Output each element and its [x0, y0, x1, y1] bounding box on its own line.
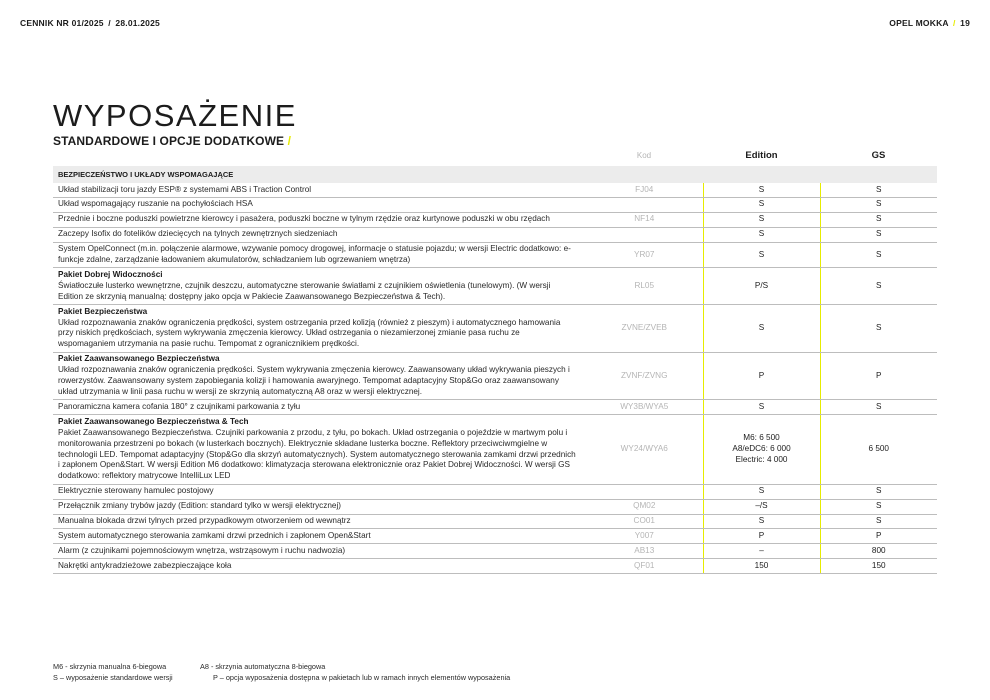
equipment-description — [53, 268, 586, 305]
edition-value: S — [703, 242, 820, 268]
gs-value: S — [820, 514, 937, 529]
table-row — [53, 242, 937, 268]
package-title: Pakiet Dobrej Widoczności — [58, 269, 163, 279]
table-row — [53, 197, 937, 212]
table-row — [53, 514, 937, 529]
equipment-description — [53, 415, 586, 484]
gs-value: S — [820, 400, 937, 415]
edition-value: S — [703, 227, 820, 242]
gs-value: 800 — [820, 544, 937, 559]
gs-value: P — [820, 529, 937, 544]
description-text: Przednie i boczne poduszki powietrzne kierowcy i pasażera, poduszki boczne w tylnym rzędzie oraz kurtynowe poduszki w obu rzędach — [58, 214, 550, 224]
equipment-description — [53, 197, 586, 212]
edition-value: 150 — [703, 559, 820, 574]
gs-value: S — [820, 227, 937, 242]
section-header — [53, 166, 937, 183]
package-title: Pakiet Zaawansowanego Bezpieczeństwa & Tech — [58, 416, 249, 426]
header-accent-separator: / — [953, 18, 956, 28]
description-text: Przełącznik zmiany trybów jazdy (Edition: standard tylko w wersji elektrycznej) — [58, 501, 342, 511]
description-text: Układ wspomagający ruszanie na pochyłościach HSA — [58, 199, 253, 209]
column-header-edition: Edition — [745, 150, 778, 161]
page-title: WYPOSAŻENIE — [53, 98, 297, 133]
edition-value: P — [703, 529, 820, 544]
option-code: QM02 — [586, 499, 703, 514]
table-row — [53, 559, 937, 574]
price-list-date: 28.01.2025 — [115, 18, 160, 28]
description-text: Nakrętki antykradzieżowe zabezpieczające koła — [58, 560, 232, 570]
option-code: RL05 — [586, 268, 703, 305]
column-header-kod: Kod — [636, 151, 652, 160]
description-text: Zaczepy Isofix do fotelików dziecięcych na tylnych zewnętrznych siedzeniach — [58, 229, 338, 239]
table-row — [53, 212, 937, 227]
option-code: WY24/WYA6 — [586, 415, 703, 484]
footnote-package: P – opcja wyposażenia dostępna w pakietach lub w ramach innych elementów wyposażenia — [213, 673, 511, 682]
footnote-standard: S – wyposażenie standardowe wersji — [53, 673, 173, 682]
description-text: Układ rozpoznawania znaków ograniczenia prędkości. System wykrywania zmęczenia kierowcy. Zaawansowany układ wykrywania pieszych i rowerzystów. Zaawansowany system zapobiegania kolizji i hamowania awaryjnego. Tempomat adaptacyjny Stop&Go oraz zaawansowany układ utrzymania w linii pasa ruchu w wersji ze skrzynią automatyczną A8 oraz w wersji elektrycznej. — [58, 365, 570, 396]
edition-value: S — [703, 400, 820, 415]
option-code — [586, 484, 703, 499]
table-row — [53, 305, 937, 353]
equipment-table — [53, 183, 937, 574]
price-list-number: CENNIK NR 01/2025 — [20, 18, 104, 28]
model-page-header — [889, 18, 970, 28]
footnote-m6: M6 - skrzynia manualna 6-biegowa — [53, 662, 167, 671]
gs-value: S — [820, 242, 937, 268]
gs-value: 6 500 — [820, 415, 937, 484]
gs-value: S — [820, 197, 937, 212]
equipment-description — [53, 544, 586, 559]
gs-value: S — [820, 305, 937, 353]
edition-value: S — [703, 183, 820, 197]
edition-value: –/S — [703, 499, 820, 514]
equipment-description — [53, 352, 586, 400]
equipment-description — [53, 559, 586, 574]
option-code — [586, 197, 703, 212]
gs-value: 150 — [820, 559, 937, 574]
description-text: Pakiet Zaawansowanego Bezpieczeństwa. Czujniki parkowania z przodu, z tyłu, po bokach. Układ ostrzegania o pojeździe w martwym polu i monitorowania przestrzeni po bokach (w lusterkach bocznych). Elektrycznie składane lusterka boczne. Reflektory przeciwciwmgielne w technologii LED. Tempomat adaptacyjny (Stop&Go dla skrzyń automatycznych). System automatycznego sterowania zamkami drzwi przednich i zapłonem Open&Start. W wersji Edition M6 dodatkowo: klimatyzacja sterowana elektronicznie oraz Pakiet Dobrej Widoczności. W wersji GS dodatkowo: reflektory matrycowe IntelliLux LED — [58, 427, 576, 481]
option-code: QF01 — [586, 559, 703, 574]
option-code: FJ04 — [586, 183, 703, 197]
option-code: YR07 — [586, 242, 703, 268]
gs-value: S — [820, 212, 937, 227]
option-code: CO01 — [586, 514, 703, 529]
table-row — [53, 400, 937, 415]
equipment-description — [53, 212, 586, 227]
edition-value: S — [703, 305, 820, 353]
option-code: NF14 — [586, 212, 703, 227]
option-code: Y007 — [586, 529, 703, 544]
option-code: ZVNE/ZVEB — [586, 305, 703, 353]
edition-value: S — [703, 514, 820, 529]
subtitle-accent-mark: / — [287, 134, 291, 148]
description-text: System OpelConnect (m.in. połączenie alarmowe, wzywanie pomocy drogowej, informacje o statusie pojazdu; w wersji Electric dodatkowo: e-funkcje zdalne, zarządzanie ładowaniem akumulatorów, schładzaniem lub ogrzewaniem wnętrza) — [58, 244, 571, 265]
table-row — [53, 529, 937, 544]
table-row — [53, 415, 937, 484]
footnote-a8: A8 - skrzynia automatyczna 8-biegowa — [200, 662, 326, 671]
package-title: Pakiet Bezpieczeństwa — [58, 306, 148, 316]
equipment-description — [53, 305, 586, 353]
equipment-description — [53, 242, 586, 268]
gs-value: S — [820, 183, 937, 197]
edition-value: P — [703, 352, 820, 400]
equipment-description — [53, 514, 586, 529]
page-number: 19 — [960, 18, 970, 28]
price-list-header — [20, 18, 160, 28]
equipment-description — [53, 227, 586, 242]
equipment-description — [53, 499, 586, 514]
edition-value: S — [703, 484, 820, 499]
description-text: Manualna blokada drzwi tylnych przed przypadkowym otworzeniem od wewnątrz — [58, 516, 351, 526]
description-text: Elektrycznie sterowany hamulec postojowy — [58, 486, 214, 496]
table-row — [53, 227, 937, 242]
table-row — [53, 268, 937, 305]
edition-value: – — [703, 544, 820, 559]
table-row — [53, 352, 937, 400]
equipment-description — [53, 529, 586, 544]
description-text: Światłoczułe lusterko wewnętrzne, czujnik deszczu, automatyczne sterowanie światłami z czujnikiem oświetlenia (tunelowym). (W wersji Edition ze skrzynią manualną: dostępny jako opcja w Pakiecie Zaawansowanego Bezpieczeństwa & Tech). — [58, 280, 551, 301]
edition-value: S — [703, 212, 820, 227]
description-text: Panoramiczna kamera cofania 180° z czujnikami parkowania z tyłu — [58, 401, 301, 411]
option-code: WY3B/WYA5 — [586, 400, 703, 415]
description-text: Alarm (z czujnikami pojemnościowym wnętrza, wstrząsowym i ruchu nadwozia) — [58, 545, 346, 555]
page-subtitle — [53, 134, 291, 148]
table-row — [53, 484, 937, 499]
edition-value: P/S — [703, 268, 820, 305]
table-row — [53, 183, 937, 197]
table-row — [53, 499, 937, 514]
package-title: Pakiet Zaawansowanego Bezpieczeństwa — [58, 354, 220, 364]
equipment-description — [53, 183, 586, 197]
table-row — [53, 544, 937, 559]
header-separator: / — [108, 18, 111, 28]
equipment-description — [53, 400, 586, 415]
option-code — [586, 227, 703, 242]
gs-value: P — [820, 352, 937, 400]
edition-value: M6: 6 500 A8/eDC6: 6 000 Electric: 4 000 — [703, 415, 820, 484]
gs-value: S — [820, 499, 937, 514]
option-code: ZVNF/ZVNG — [586, 352, 703, 400]
edition-value: S — [703, 197, 820, 212]
column-header-gs: GS — [871, 150, 886, 161]
model-name: OPEL MOKKA — [889, 18, 949, 28]
gs-value: S — [820, 484, 937, 499]
subtitle-text: STANDARDOWE I OPCJE DODATKOWE — [53, 134, 285, 148]
option-code: AB13 — [586, 544, 703, 559]
section-title: BEZPIECZEŃSTWO I UKŁADY WSPOMAGAJĄCE — [58, 170, 234, 179]
equipment-description — [53, 484, 586, 499]
description-text: System automatycznego sterowania zamkami drzwi przednich i zapłonem Open&Start — [58, 530, 371, 540]
description-text: Układ stabilizacji toru jazdy ESP® z systemami ABS i Traction Control — [58, 184, 312, 194]
gs-value: S — [820, 268, 937, 305]
description-text: Układ rozpoznawania znaków ograniczenia prędkości, system ostrzegania przed kolizją (również z pieszym) i automatycznego hamowania przy niskich prędkościach, system wykrywania zmęczenia kierowcy. Układ ostrzegania o niezamierzonej zmianie pasa ruchu ze wspomaganiem utrzymania na pasie ruchu. Tempomat z ogranicznikiem prędkości. — [58, 317, 561, 349]
